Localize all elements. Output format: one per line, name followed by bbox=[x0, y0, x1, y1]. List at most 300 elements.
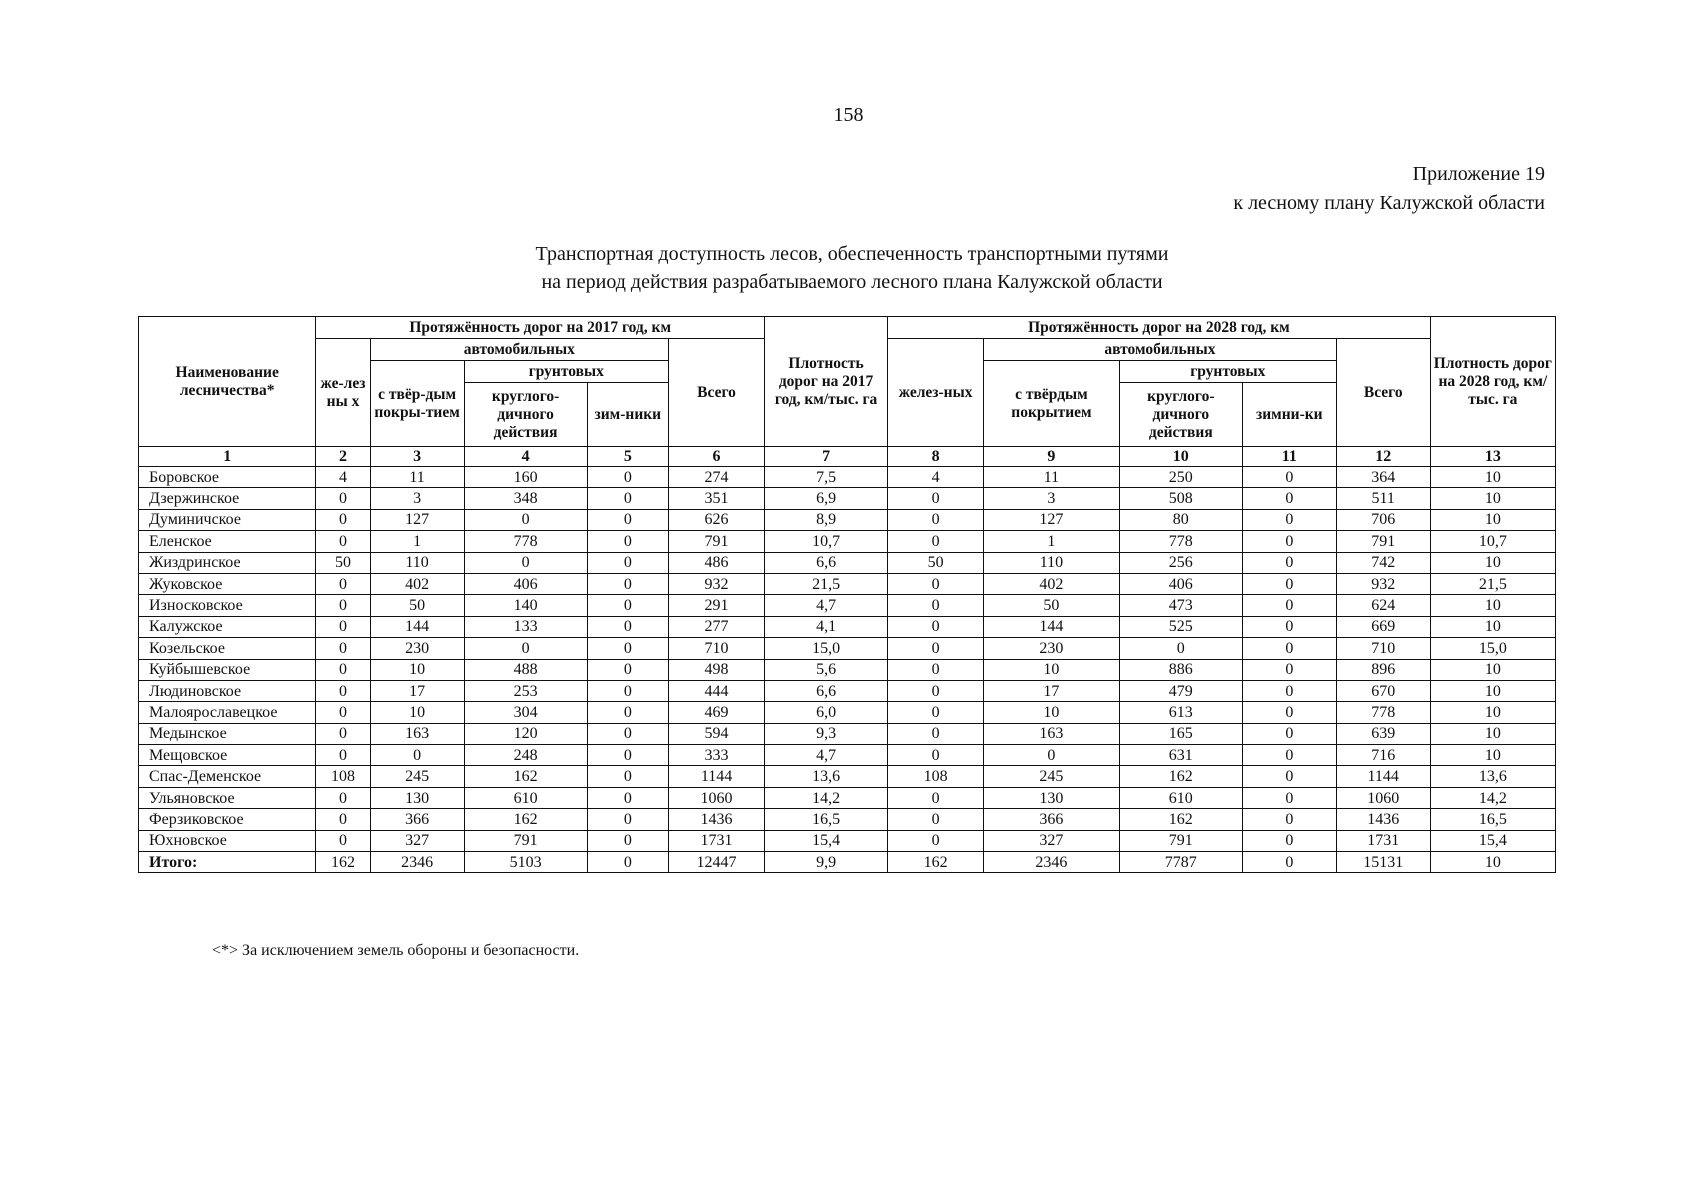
table-cell: 0 bbox=[316, 573, 370, 594]
table-cell: 0 bbox=[587, 659, 668, 680]
table-cell: 402 bbox=[370, 573, 464, 594]
table-cell: 127 bbox=[984, 509, 1120, 530]
table-cell: 0 bbox=[888, 573, 984, 594]
table-cell: 0 bbox=[888, 723, 984, 744]
table-cell: 0 bbox=[888, 680, 984, 701]
table-cell: 10 bbox=[1430, 552, 1555, 573]
table-cell: 486 bbox=[669, 552, 765, 573]
header-winter-2017: зим-ники bbox=[587, 383, 668, 447]
table-cell: 6,6 bbox=[765, 680, 888, 701]
column-number: 3 bbox=[370, 447, 464, 467]
header-rail-2017: же-лез ны х bbox=[316, 339, 370, 447]
table-cell: 791 bbox=[1336, 531, 1430, 552]
table-cell: 248 bbox=[464, 745, 587, 766]
table-cell: 0 bbox=[587, 638, 668, 659]
table-row bbox=[139, 659, 1556, 680]
table-cell: 0 bbox=[984, 745, 1120, 766]
column-number: 11 bbox=[1242, 447, 1336, 467]
table-cell: 21,5 bbox=[765, 573, 888, 594]
table-cell: 0 bbox=[316, 809, 370, 830]
column-number-row bbox=[139, 447, 1556, 467]
table-cell: 0 bbox=[1242, 659, 1336, 680]
table-cell: 639 bbox=[1336, 723, 1430, 744]
table-cell: 0 bbox=[316, 616, 370, 637]
table-cell: 0 bbox=[587, 552, 668, 573]
table-row bbox=[139, 616, 1556, 637]
table-cell: 10 bbox=[1430, 680, 1555, 701]
table-cell: 0 bbox=[888, 509, 984, 530]
table-cell: 0 bbox=[464, 552, 587, 573]
table-cell: 0 bbox=[370, 745, 464, 766]
table-row bbox=[139, 745, 1556, 766]
table-cell: 291 bbox=[669, 595, 765, 616]
table-cell: 10 bbox=[1430, 745, 1555, 766]
column-number: 9 bbox=[984, 447, 1120, 467]
table-cell: 2346 bbox=[370, 852, 464, 873]
header-density-2028: Плотность дорог на 2028 год, км/тыс. га bbox=[1430, 317, 1555, 447]
table-cell: 498 bbox=[669, 659, 765, 680]
table-cell: 10 bbox=[1430, 509, 1555, 530]
table-row bbox=[139, 787, 1556, 808]
table-cell: 0 bbox=[1242, 830, 1336, 851]
table-cell: 0 bbox=[587, 595, 668, 616]
forestry-name: Думиничское bbox=[139, 509, 316, 530]
footnote: <*> За исключением земель обороны и безопасности. bbox=[212, 942, 580, 959]
table-cell: 706 bbox=[1336, 509, 1430, 530]
table-cell: 333 bbox=[669, 745, 765, 766]
forestry-name: Козельское bbox=[139, 638, 316, 659]
table-cell: 4,7 bbox=[765, 745, 888, 766]
table-cell: 12447 bbox=[669, 852, 765, 873]
table-cell: 0 bbox=[1242, 573, 1336, 594]
table-cell: 1 bbox=[984, 531, 1120, 552]
table-cell: 4,1 bbox=[765, 616, 888, 637]
table-cell: 0 bbox=[1242, 638, 1336, 659]
table-cell: 778 bbox=[1119, 531, 1242, 552]
table-cell: 710 bbox=[1336, 638, 1430, 659]
table-cell: 402 bbox=[984, 573, 1120, 594]
header-auto-2017: автомобильных bbox=[370, 339, 668, 361]
table-cell: 10,7 bbox=[1430, 531, 1555, 552]
table-cell: 50 bbox=[888, 552, 984, 573]
table-cell: 144 bbox=[370, 616, 464, 637]
table-cell: 7787 bbox=[1119, 852, 1242, 873]
table-cell: 444 bbox=[669, 680, 765, 701]
table-cell: 0 bbox=[587, 852, 668, 873]
column-number: 13 bbox=[1430, 447, 1555, 467]
header-total-2028: Всего bbox=[1336, 339, 1430, 447]
table-cell: 0 bbox=[587, 745, 668, 766]
table-cell: 10,7 bbox=[765, 531, 888, 552]
table-cell: 0 bbox=[587, 809, 668, 830]
table-cell: 110 bbox=[370, 552, 464, 573]
header-auto-2028: автомобильных bbox=[984, 339, 1337, 361]
table-cell: 11 bbox=[370, 467, 464, 488]
table-cell: 406 bbox=[464, 573, 587, 594]
table-cell: 162 bbox=[1119, 766, 1242, 787]
table-cell: 479 bbox=[1119, 680, 1242, 701]
table-cell: 778 bbox=[464, 531, 587, 552]
table-cell: 1 bbox=[370, 531, 464, 552]
table-cell: 5,6 bbox=[765, 659, 888, 680]
table-cell: 0 bbox=[464, 638, 587, 659]
forestry-name: Жиздринское bbox=[139, 552, 316, 573]
table-cell: 1144 bbox=[669, 766, 765, 787]
appendix-line-1: Приложение 19 bbox=[1412, 163, 1545, 185]
table-cell: 10 bbox=[1430, 659, 1555, 680]
table-cell: 3 bbox=[370, 488, 464, 509]
table-cell: 0 bbox=[316, 638, 370, 659]
forestry-name: Медынское bbox=[139, 723, 316, 744]
total-row bbox=[139, 852, 1556, 873]
table-cell: 2346 bbox=[984, 852, 1120, 873]
table-cell: 0 bbox=[587, 680, 668, 701]
table-cell: 0 bbox=[1242, 702, 1336, 723]
forestry-name: Малоярославецкое bbox=[139, 702, 316, 723]
table-cell: 0 bbox=[888, 531, 984, 552]
table-cell: 14,2 bbox=[765, 787, 888, 808]
table-cell: 144 bbox=[984, 616, 1120, 637]
table-cell: 0 bbox=[587, 766, 668, 787]
table-cell: 0 bbox=[1119, 638, 1242, 659]
table-cell: 6,9 bbox=[765, 488, 888, 509]
table-cell: 0 bbox=[1242, 595, 1336, 616]
table-cell: 778 bbox=[1336, 702, 1430, 723]
table-cell: 15,4 bbox=[1430, 830, 1555, 851]
table-cell: 0 bbox=[316, 509, 370, 530]
forestry-name: Спас-Деменское bbox=[139, 766, 316, 787]
table-cell: 6,6 bbox=[765, 552, 888, 573]
table-body bbox=[139, 467, 1556, 873]
table-cell: 14,2 bbox=[1430, 787, 1555, 808]
table-cell: 253 bbox=[464, 680, 587, 701]
title-line-2: на период действия разрабатываемого лесного плана Калужской области bbox=[541, 271, 1163, 293]
table-cell: 15,0 bbox=[765, 638, 888, 659]
forestry-name: Калужское bbox=[139, 616, 316, 637]
table-cell: 160 bbox=[464, 467, 587, 488]
table-cell: 0 bbox=[1242, 488, 1336, 509]
table-cell: 50 bbox=[984, 595, 1120, 616]
table-cell: 511 bbox=[1336, 488, 1430, 509]
table-cell: 10 bbox=[370, 702, 464, 723]
table-cell: 1731 bbox=[1336, 830, 1430, 851]
table-cell: 327 bbox=[984, 830, 1120, 851]
table-cell: 0 bbox=[888, 616, 984, 637]
table-cell: 0 bbox=[888, 488, 984, 509]
table-cell: 162 bbox=[464, 766, 587, 787]
table-cell: 127 bbox=[370, 509, 464, 530]
table-cell: 10 bbox=[1430, 595, 1555, 616]
table-cell: 10 bbox=[1430, 467, 1555, 488]
table-cell: 351 bbox=[669, 488, 765, 509]
table-cell: 50 bbox=[370, 595, 464, 616]
table-cell: 1060 bbox=[1336, 787, 1430, 808]
table-cell: 13,6 bbox=[1430, 766, 1555, 787]
table-cell: 133 bbox=[464, 616, 587, 637]
roads-table bbox=[138, 316, 1556, 873]
table-cell: 10 bbox=[1430, 723, 1555, 744]
header-paved-2017: с твёр-дым покры-тием bbox=[370, 361, 464, 447]
table-cell: 165 bbox=[1119, 723, 1242, 744]
table-cell: 130 bbox=[370, 787, 464, 808]
header-winter-2028: зимни-ки bbox=[1242, 383, 1336, 447]
table-cell: 0 bbox=[1242, 745, 1336, 766]
header-rail-2028: желез-ных bbox=[888, 339, 984, 447]
column-number: 5 bbox=[587, 447, 668, 467]
table-cell: 162 bbox=[1119, 809, 1242, 830]
table-cell: 162 bbox=[888, 852, 984, 873]
table-cell: 896 bbox=[1336, 659, 1430, 680]
table-cell: 0 bbox=[316, 830, 370, 851]
table-cell: 0 bbox=[1242, 852, 1336, 873]
header-forestry-name: Наименование лесничества* bbox=[139, 317, 316, 447]
column-number: 8 bbox=[888, 447, 984, 467]
table-cell: 162 bbox=[316, 852, 370, 873]
column-number: 6 bbox=[669, 447, 765, 467]
table-cell: 626 bbox=[669, 509, 765, 530]
header-length-2017: Протяжённость дорог на 2017 год, км bbox=[316, 317, 765, 339]
table-cell: 327 bbox=[370, 830, 464, 851]
document-title bbox=[478, 240, 1226, 296]
table-cell: 16,5 bbox=[765, 809, 888, 830]
table-cell: 1731 bbox=[669, 830, 765, 851]
table-cell: 0 bbox=[587, 467, 668, 488]
table-row bbox=[139, 467, 1556, 488]
table-cell: 0 bbox=[888, 595, 984, 616]
table-cell: 10 bbox=[1430, 702, 1555, 723]
table-row bbox=[139, 509, 1556, 530]
header-year-round-2017: круглого-дичного действия bbox=[464, 383, 587, 447]
table-cell: 21,5 bbox=[1430, 573, 1555, 594]
table-cell: 366 bbox=[984, 809, 1120, 830]
table-row bbox=[139, 830, 1556, 851]
table-cell: 469 bbox=[669, 702, 765, 723]
table-cell: 130 bbox=[984, 787, 1120, 808]
forestry-name: Юхновское bbox=[139, 830, 316, 851]
table-cell: 0 bbox=[1242, 552, 1336, 573]
table-cell: 0 bbox=[587, 531, 668, 552]
table-cell: 0 bbox=[1242, 680, 1336, 701]
table-cell: 108 bbox=[316, 766, 370, 787]
table-cell: 1144 bbox=[1336, 766, 1430, 787]
table-cell: 50 bbox=[316, 552, 370, 573]
table-cell: 4 bbox=[888, 467, 984, 488]
table-cell: 256 bbox=[1119, 552, 1242, 573]
header-year-round-2028: круглого-дичного действия bbox=[1119, 383, 1242, 447]
table-cell: 10 bbox=[1430, 616, 1555, 637]
table-cell: 594 bbox=[669, 723, 765, 744]
table-cell: 0 bbox=[1242, 531, 1336, 552]
table-cell: 15,0 bbox=[1430, 638, 1555, 659]
table-cell: 163 bbox=[984, 723, 1120, 744]
table-cell: 4 bbox=[316, 467, 370, 488]
appendix-line-2: к лесному плану Калужской области bbox=[1233, 192, 1545, 214]
table-cell: 10 bbox=[984, 702, 1120, 723]
forestry-name: Износковское bbox=[139, 595, 316, 616]
table-cell: 11 bbox=[984, 467, 1120, 488]
table-cell: 1436 bbox=[1336, 809, 1430, 830]
header-length-2028: Протяжённость дорог на 2028 год, км bbox=[888, 317, 1431, 339]
table-cell: 6,0 bbox=[765, 702, 888, 723]
table-cell: 0 bbox=[316, 659, 370, 680]
header-paved-2028: с твёрдым покрытием bbox=[984, 361, 1120, 447]
table-cell: 0 bbox=[888, 809, 984, 830]
table-cell: 0 bbox=[888, 702, 984, 723]
table-cell: 613 bbox=[1119, 702, 1242, 723]
table-cell: 0 bbox=[1242, 509, 1336, 530]
table-row bbox=[139, 488, 1556, 509]
table-cell: 348 bbox=[464, 488, 587, 509]
column-number: 4 bbox=[464, 447, 587, 467]
table-cell: 15131 bbox=[1336, 852, 1430, 873]
table-cell: 932 bbox=[669, 573, 765, 594]
column-number: 1 bbox=[139, 447, 316, 467]
table-cell: 9,9 bbox=[765, 852, 888, 873]
forestry-name: Людиновское bbox=[139, 680, 316, 701]
table-cell: 0 bbox=[888, 638, 984, 659]
table-cell: 7,5 bbox=[765, 467, 888, 488]
table-cell: 0 bbox=[1242, 723, 1336, 744]
table-cell: 274 bbox=[669, 467, 765, 488]
table-row bbox=[139, 638, 1556, 659]
table-cell: 624 bbox=[1336, 595, 1430, 616]
table-cell: 0 bbox=[316, 723, 370, 744]
forestry-name: Ульяновское bbox=[139, 787, 316, 808]
table-row bbox=[139, 680, 1556, 701]
table-row bbox=[139, 809, 1556, 830]
table-cell: 1060 bbox=[669, 787, 765, 808]
table-cell: 0 bbox=[587, 830, 668, 851]
table-cell: 610 bbox=[1119, 787, 1242, 808]
header-total-2017: Всего bbox=[669, 339, 765, 447]
table-cell: 791 bbox=[464, 830, 587, 851]
forestry-name: Ферзиковское bbox=[139, 809, 316, 830]
table-cell: 162 bbox=[464, 809, 587, 830]
title-line-1: Транспортная доступность лесов, обеспеченность транспортными путями bbox=[535, 243, 1169, 265]
table-cell: 0 bbox=[1242, 809, 1336, 830]
table-cell: 0 bbox=[1242, 467, 1336, 488]
table-cell: 9,3 bbox=[765, 723, 888, 744]
table-cell: 163 bbox=[370, 723, 464, 744]
table-cell: 3 bbox=[984, 488, 1120, 509]
table-cell: 0 bbox=[587, 488, 668, 509]
table-cell: 0 bbox=[1242, 616, 1336, 637]
table-cell: 10 bbox=[984, 659, 1120, 680]
table-cell: 932 bbox=[1336, 573, 1430, 594]
table-cell: 15,4 bbox=[765, 830, 888, 851]
table-cell: 670 bbox=[1336, 680, 1430, 701]
table-cell: 17 bbox=[984, 680, 1120, 701]
table-cell: 631 bbox=[1119, 745, 1242, 766]
table-cell: 0 bbox=[464, 509, 587, 530]
header-dirt-2017: грунтовых bbox=[464, 361, 668, 383]
table-cell: 10 bbox=[1430, 488, 1555, 509]
table-cell: 508 bbox=[1119, 488, 1242, 509]
table-cell: 1436 bbox=[669, 809, 765, 830]
table-cell: 80 bbox=[1119, 509, 1242, 530]
table-cell: 304 bbox=[464, 702, 587, 723]
appendix-reference bbox=[1233, 160, 1545, 218]
table-cell: 0 bbox=[888, 830, 984, 851]
table-row bbox=[139, 573, 1556, 594]
table-row bbox=[139, 766, 1556, 787]
table-cell: 0 bbox=[888, 659, 984, 680]
table-cell: 366 bbox=[370, 809, 464, 830]
table-cell: 140 bbox=[464, 595, 587, 616]
header-density-2017: Плотность дорог на 2017 год, км/тыс. га bbox=[765, 317, 888, 447]
table-cell: 0 bbox=[587, 509, 668, 530]
table-cell: 0 bbox=[587, 787, 668, 808]
table-cell: 0 bbox=[316, 595, 370, 616]
table-cell: 0 bbox=[888, 745, 984, 766]
table-cell: 364 bbox=[1336, 467, 1430, 488]
forestry-name: Боровское bbox=[139, 467, 316, 488]
table-cell: 277 bbox=[669, 616, 765, 637]
table-row bbox=[139, 702, 1556, 723]
table-cell: 108 bbox=[888, 766, 984, 787]
table-cell: 710 bbox=[669, 638, 765, 659]
table-row bbox=[139, 552, 1556, 573]
table-cell: 0 bbox=[587, 723, 668, 744]
table-cell: 4,7 bbox=[765, 595, 888, 616]
table-cell: 0 bbox=[316, 702, 370, 723]
table-cell: 0 bbox=[316, 531, 370, 552]
table-row bbox=[139, 723, 1556, 744]
table-cell: 473 bbox=[1119, 595, 1242, 616]
column-number: 7 bbox=[765, 447, 888, 467]
column-number: 12 bbox=[1336, 447, 1430, 467]
table-cell: 5103 bbox=[464, 852, 587, 873]
table-cell: 0 bbox=[587, 616, 668, 637]
table-cell: 0 bbox=[888, 787, 984, 808]
table-cell: 406 bbox=[1119, 573, 1242, 594]
table-cell: 250 bbox=[1119, 467, 1242, 488]
table-row bbox=[139, 595, 1556, 616]
column-number: 2 bbox=[316, 447, 370, 467]
table-cell: 0 bbox=[316, 787, 370, 808]
table-cell: 791 bbox=[669, 531, 765, 552]
forestry-name: Дзержинское bbox=[139, 488, 316, 509]
page-number: 158 bbox=[833, 104, 864, 126]
table-cell: 245 bbox=[370, 766, 464, 787]
table-cell: 610 bbox=[464, 787, 587, 808]
forestry-name: Куйбышевское bbox=[139, 659, 316, 680]
table-cell: 8,9 bbox=[765, 509, 888, 530]
table-cell: 230 bbox=[984, 638, 1120, 659]
table-cell: 488 bbox=[464, 659, 587, 680]
table-row bbox=[139, 531, 1556, 552]
table-cell: 0 bbox=[587, 573, 668, 594]
table-cell: 230 bbox=[370, 638, 464, 659]
table-cell: 10 bbox=[370, 659, 464, 680]
table-cell: 0 bbox=[316, 488, 370, 509]
table-cell: 0 bbox=[316, 745, 370, 766]
forestry-name: Итого: bbox=[139, 852, 316, 873]
table-cell: 0 bbox=[1242, 787, 1336, 808]
table-cell: 0 bbox=[316, 680, 370, 701]
table-cell: 886 bbox=[1119, 659, 1242, 680]
table-cell: 0 bbox=[1242, 766, 1336, 787]
column-number: 10 bbox=[1119, 447, 1242, 467]
table-cell: 16,5 bbox=[1430, 809, 1555, 830]
forestry-name: Жуковское bbox=[139, 573, 316, 594]
forestry-name: Еленское bbox=[139, 531, 316, 552]
table-cell: 742 bbox=[1336, 552, 1430, 573]
table-cell: 791 bbox=[1119, 830, 1242, 851]
table-cell: 120 bbox=[464, 723, 587, 744]
table-cell: 17 bbox=[370, 680, 464, 701]
table-cell: 13,6 bbox=[765, 766, 888, 787]
